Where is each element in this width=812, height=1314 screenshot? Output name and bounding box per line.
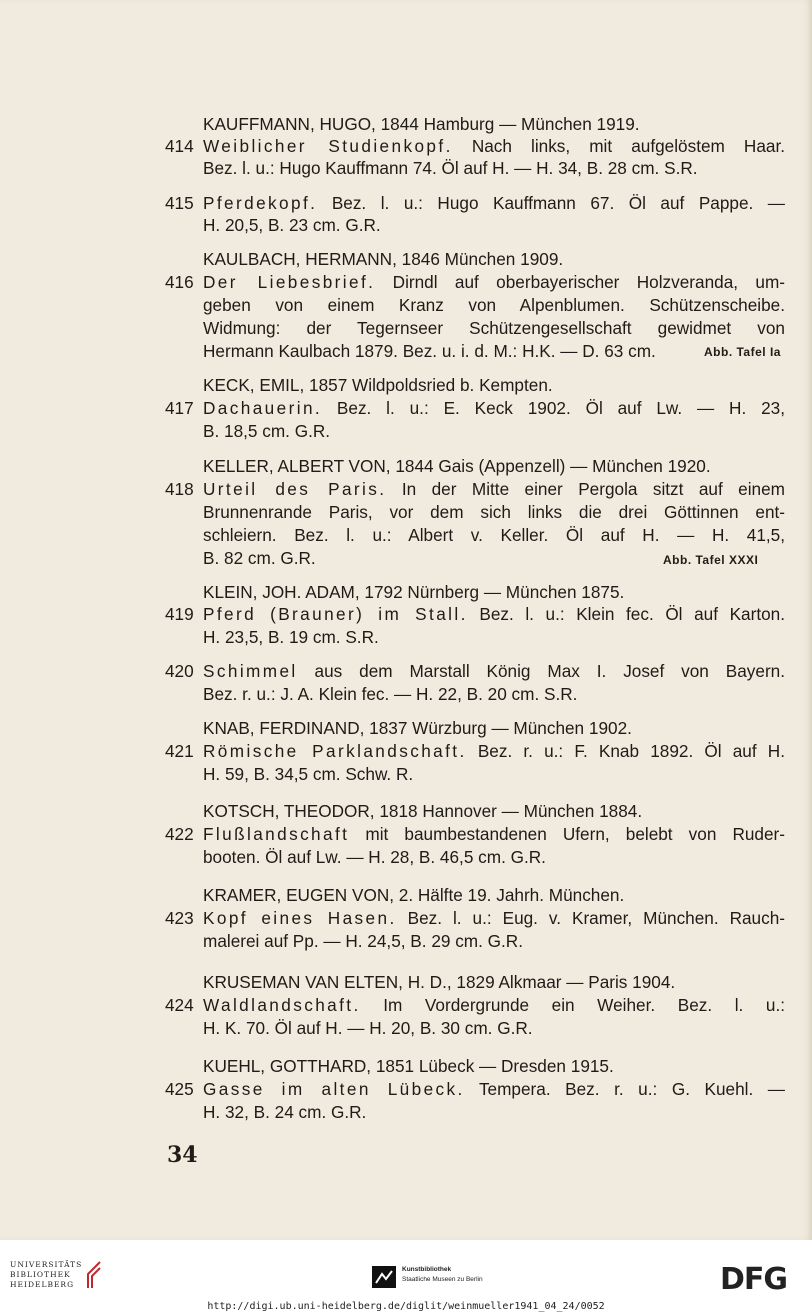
lot-number: 414 [165, 136, 194, 156]
artist-heading: KLEIN, JOH. ADAM, 1792 Nürnberg — München 1875. [203, 582, 625, 602]
lot-number: 418 [165, 479, 194, 499]
viewer-footer [0, 1240, 812, 1314]
lot-description-line: Bez. r. u.: J. A. Klein fec. — H. 22, B. 20 cm. S.R. [203, 684, 578, 704]
lot-text: Bez. l. u.: Hugo Kauffmann 67. Öl auf Pappe. — [317, 193, 785, 213]
lot-number: 424 [165, 995, 194, 1015]
lot-description [203, 823, 785, 845]
lot-description-line: Bez. l. u.: Hugo Kauffmann 74. Öl auf H. — H. 34, B. 28 cm. S.R. [203, 158, 698, 178]
lot-text: Dirndl auf oberbayerischer Holzveranda, um- [375, 272, 785, 292]
lot-description-line: booten. Öl auf Lw. — H. 28, B. 46,5 cm. G.R. [203, 847, 546, 867]
lot-description-line: B. 18,5 cm. G.R. [203, 421, 331, 441]
lot-text: Nach links, mit aufgelöstem Haar. [452, 136, 785, 156]
lot-text: Bez. l. u.: Eug. v. Kramer, München. Rauch- [396, 908, 785, 928]
lot-description-line: Brunnenrande Paris, vor dem sich links die drei Göttinnen ent- [203, 502, 785, 522]
page-number: 34 [167, 1142, 198, 1168]
artist-heading: KAULBACH, HERMANN, 1846 München 1909. [203, 249, 564, 269]
lot-description [203, 994, 785, 1016]
kunstbibliothek-logo[interactable] [372, 1264, 512, 1292]
lot-text: Im Vordergrunde ein Weiher. Bez. l. u.: [360, 995, 785, 1015]
lot-description [203, 907, 785, 929]
lot-description-line: H. 59, B. 34,5 cm. Schw. R. [203, 764, 414, 784]
university-library-logo[interactable] [10, 1260, 110, 1294]
lot-text: Bez. l. u.: E. Keck 1902. Öl auf Lw. — H. 23, [322, 398, 785, 418]
permalink[interactable]: http://digi.ub.uni-heidelberg.de/diglit/weinmueller1941_04_24/0052 [207, 1301, 605, 1312]
university-line: UNIVERSITÄTS [10, 1260, 83, 1269]
lot-title: Römische Parklandschaft. [203, 741, 467, 761]
artist-heading: KOTSCH, THEODOR, 1818 Hannover — München 1884. [203, 801, 643, 821]
lot-description [203, 192, 785, 214]
lot-title: Waldlandschaft. [203, 995, 361, 1015]
artist-heading: KNAB, FERDINAND, 1837 Würzburg — München 1902. [203, 718, 632, 738]
lot-description [203, 603, 785, 625]
library-line: BIBLIOTHEK [10, 1270, 71, 1279]
lot-title: Flußlandschaft [203, 824, 350, 844]
lot-description [203, 740, 785, 762]
kunstbibliothek-mark-icon [372, 1266, 396, 1288]
lot-description [203, 397, 785, 419]
lot-title: Weiblicher Studienkopf. [203, 136, 453, 156]
lot-text: Bez. l. u.: Klein fec. Öl auf Karton. [467, 604, 785, 624]
lot-description-line: geben von einem Kranz von Alpenblumen. Schützenscheibe. [203, 295, 785, 315]
lot-description-line: B. 82 cm. G.R. [203, 548, 316, 568]
lot-number: 419 [165, 604, 194, 624]
university-crest-icon [80, 1260, 106, 1290]
lot-title: Urteil des Paris. [203, 479, 387, 499]
lot-text: In der Mitte einer Pergola sitzt auf einem [386, 479, 785, 499]
lot-number: 420 [165, 661, 194, 681]
lot-text: Bez. r. u.: F. Knab 1892. Öl auf H. [466, 741, 785, 761]
lot-title: Dachauerin. [203, 398, 323, 418]
city-line: HEIDELBERG [10, 1280, 75, 1289]
lot-text: mit baumbestandenen Ufern, belebt von Ruder- [349, 824, 785, 844]
plate-reference: Abb. Tafel XXXI [663, 553, 759, 567]
plate-reference: Abb. Tafel Ia [704, 345, 781, 359]
artist-heading: KRUSEMAN VAN ELTEN, H. D., 1829 Alkmaar — Paris 1904. [203, 972, 676, 992]
lot-description [203, 478, 785, 500]
lot-description [203, 1078, 785, 1100]
lot-description-line: H. 32, B. 24 cm. G.R. [203, 1102, 367, 1122]
lot-title: Kopf eines Hasen. [203, 908, 397, 928]
lot-title: Der Liebesbrief. [203, 272, 376, 292]
lot-title: Pferd (Brauner) im Stall. [203, 604, 468, 624]
lot-description-line: H. 23,5, B. 19 cm. S.R. [203, 627, 379, 647]
lot-description-line: Hermann Kaulbach 1879. Bez. u. i. d. M.: H.K. — D. 63 cm. [203, 341, 656, 361]
lot-description-line: malerei auf Pp. — H. 24,5, B. 29 cm. G.R. [203, 931, 523, 951]
lot-text: Tempera. Bez. r. u.: G. Kuehl. — [464, 1079, 785, 1099]
lot-description-line: H. K. 70. Öl auf H. — H. 20, B. 30 cm. G.R. [203, 1018, 533, 1038]
lot-title: Gasse im alten Lübeck. [203, 1079, 465, 1099]
lot-description-line: schleiern. Bez. l. u.: Albert v. Keller. Öl auf H. — H. 41,5, [203, 525, 785, 545]
dfg-logo[interactable]: DFG [720, 1262, 788, 1297]
lot-number: 422 [165, 824, 194, 844]
lot-description-line: H. 20,5, B. 23 cm. G.R. [203, 215, 381, 235]
lot-description [203, 135, 785, 157]
museum-name: Staatliche Museen zu Berlin [402, 1276, 483, 1283]
lot-number: 423 [165, 908, 194, 928]
lot-number: 416 [165, 272, 194, 292]
lot-description [203, 660, 785, 682]
lot-title: Schimmel [203, 661, 298, 681]
lot-title: Pferdekopf. [203, 193, 318, 213]
kunstbibliothek-name: Kunstbibliothek [402, 1266, 452, 1273]
lot-number: 421 [165, 741, 194, 761]
artist-heading: KECK, EMIL, 1857 Wildpoldsried b. Kempten. [203, 375, 553, 395]
lot-number: 425 [165, 1079, 194, 1099]
lot-text: aus dem Marstall König Max I. Josef von Bayern. [297, 661, 785, 681]
lot-number: 417 [165, 398, 194, 418]
lot-description [203, 271, 785, 293]
artist-heading: KELLER, ALBERT VON, 1844 Gais (Appenzell) — München 1920. [203, 456, 711, 476]
lot-description-line: Widmung: der Tegernseer Schützengesellschaft gewidmet von [203, 318, 785, 338]
artist-heading: KUEHL, GOTTHARD, 1851 Lübeck — Dresden 1915. [203, 1056, 614, 1076]
artist-heading: KAUFFMANN, HUGO, 1844 Hamburg — München 1919. [203, 114, 640, 134]
artist-heading: KRAMER, EUGEN VON, 2. Hälfte 19. Jahrh. München. [203, 885, 625, 905]
lot-number: 415 [165, 193, 194, 213]
